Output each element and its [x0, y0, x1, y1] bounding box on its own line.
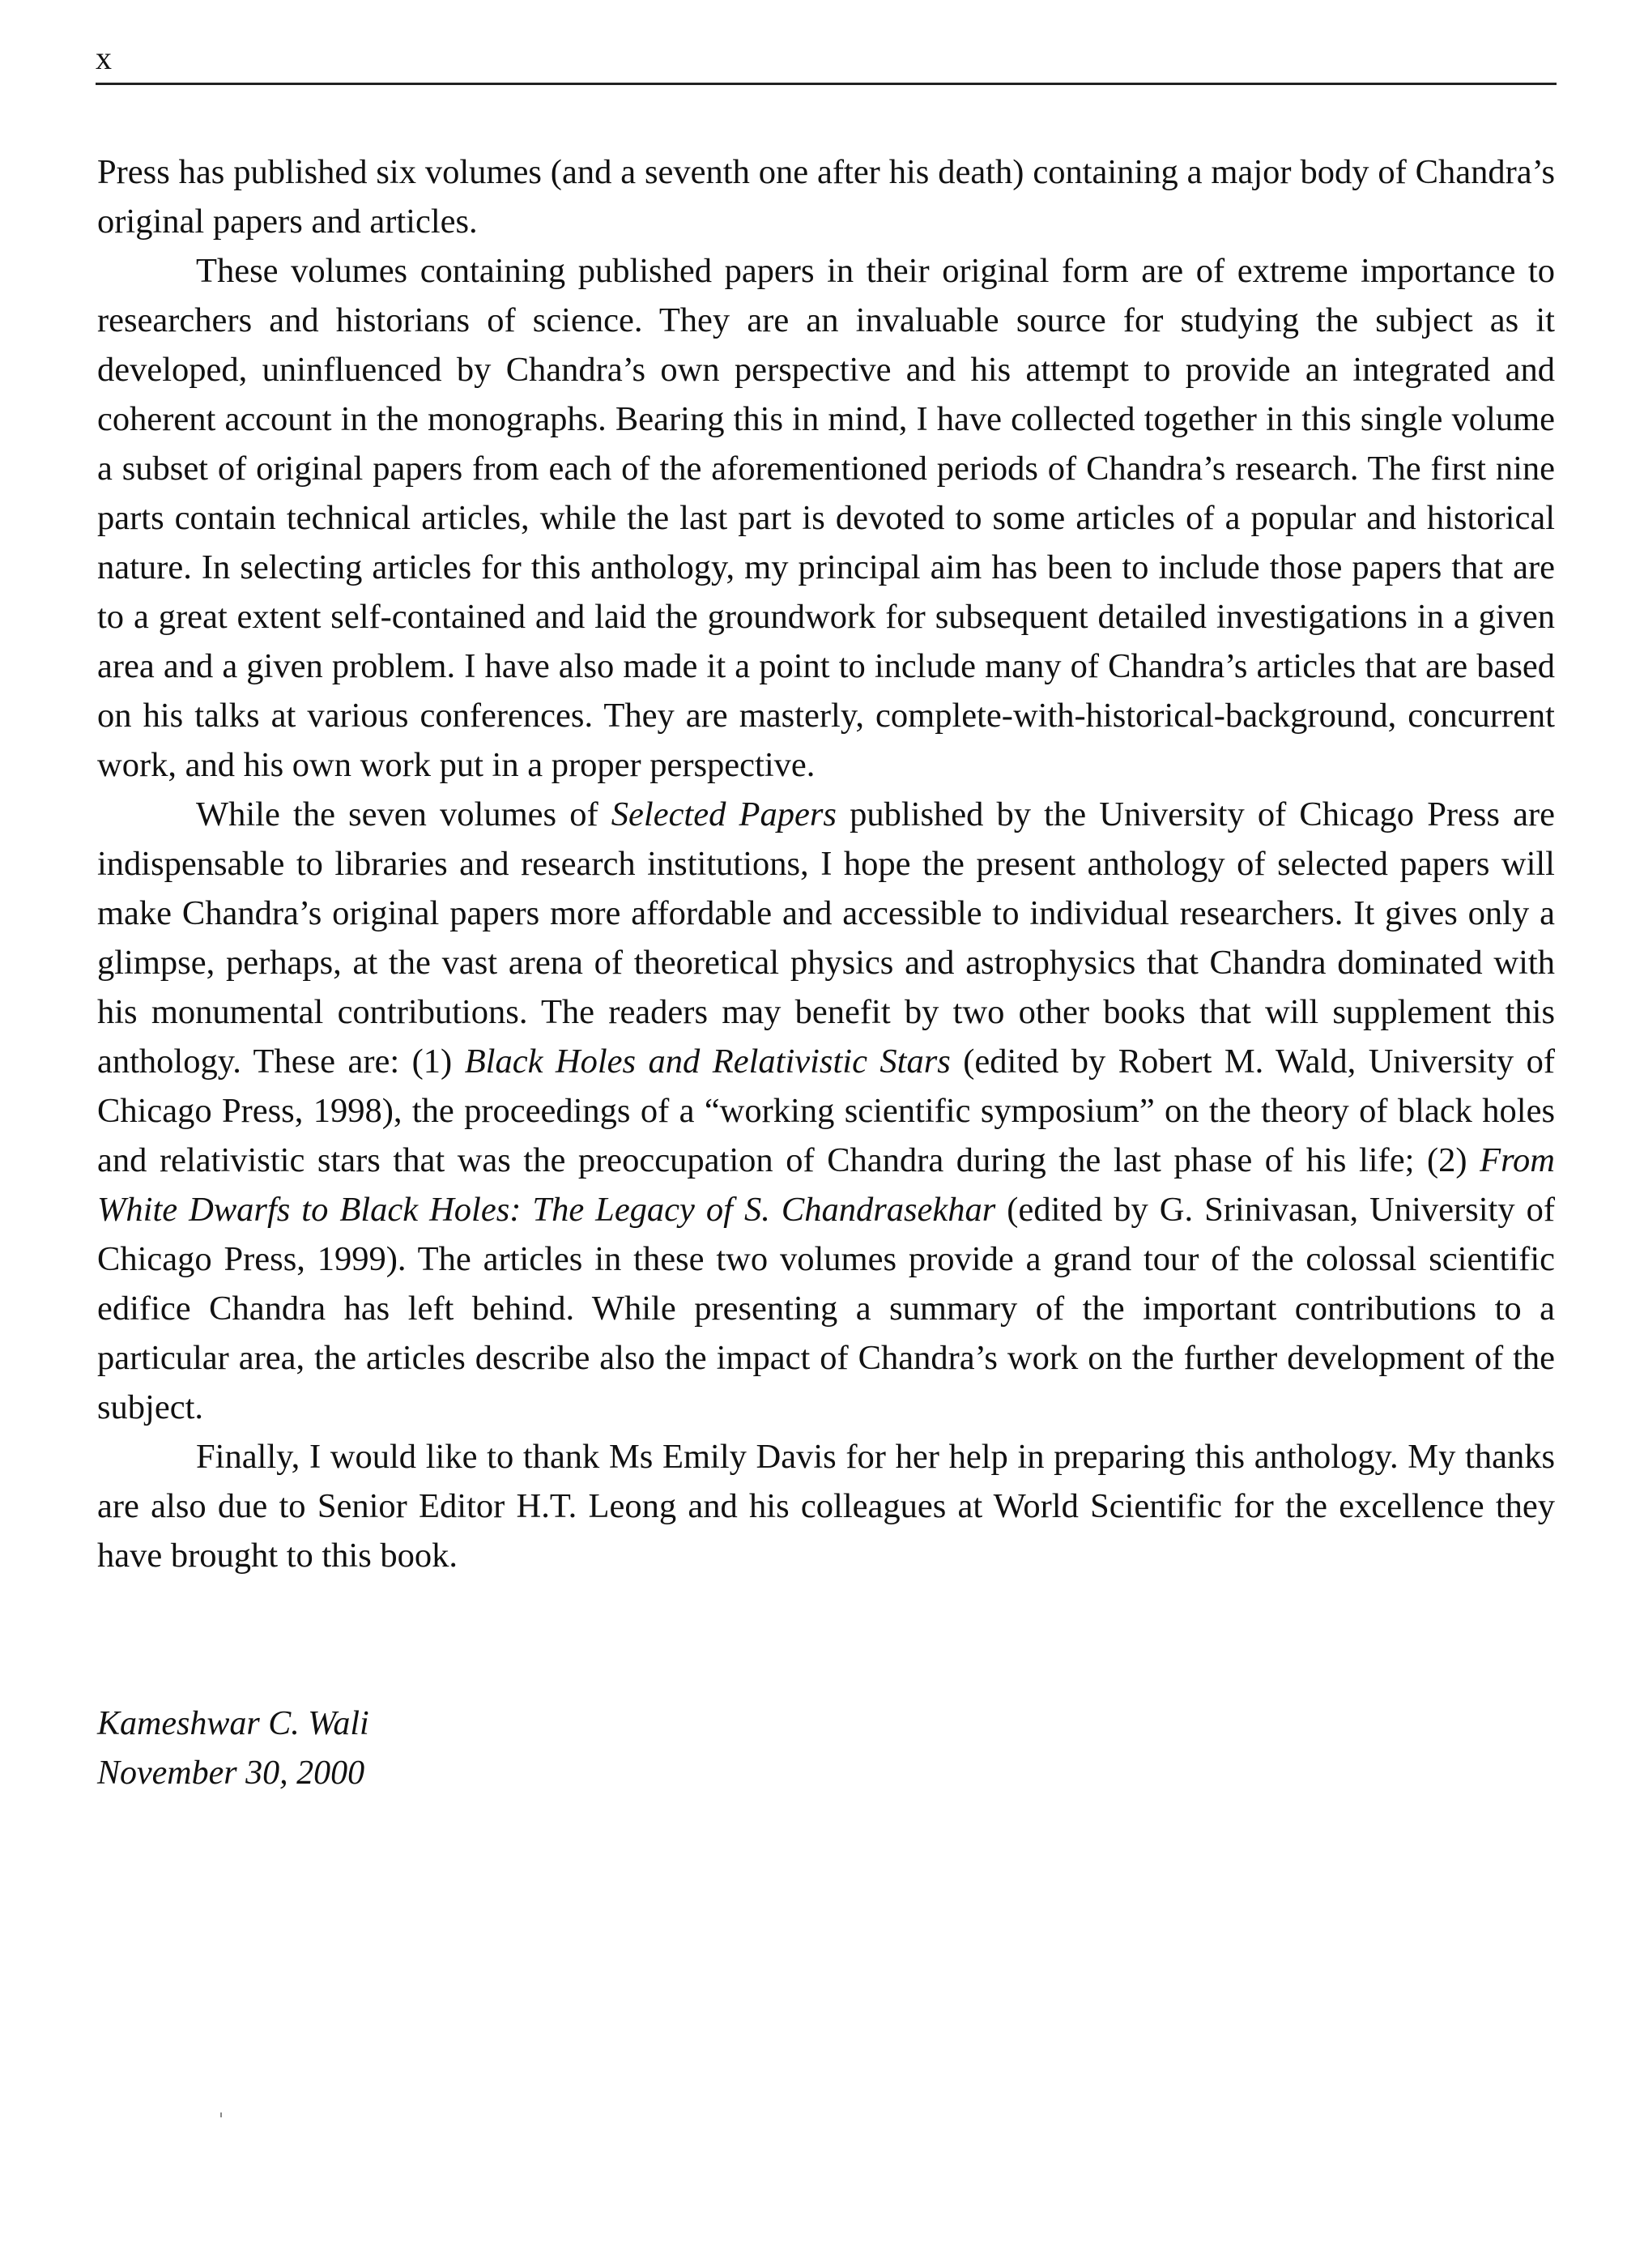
signature-date: November 30, 2000 — [97, 1754, 365, 1792]
text-run: Finally, I would like to thank Ms Emily Davis for her help in preparing this anthology. My thanks are also due to Senior Editor H.T. Leong and his colleagues at World Scientific for the excellence they have brought to this book. — [97, 1438, 1555, 1575]
text-run: (edited by Robert M. Wald, University of Chicago Press, 1998), the proceedings of a “working scientific symposium” on the theory of black holes and relativistic stars that was the preoccupation of Chandra during the last phase of his life; (2) — [97, 1042, 1555, 1179]
author-name: Kameshwar C. Wali — [97, 1705, 369, 1742]
paragraph — [97, 246, 1555, 790]
body-text — [97, 147, 1555, 1580]
italic-title: Selected Papers — [611, 795, 837, 833]
stray-mark — [220, 2112, 222, 2117]
text-run: (edited by G. Srinivasan, University of Chicago Press, 1999). The articles in these two volumes provide a grand tour of the colossal scientific edifice Chandra has left behind. While presenting a summary of the important contributions to a particular area, the articles describe also the impact of Chandra’s work on the further development of the subject. — [97, 1191, 1555, 1426]
header-rule — [96, 83, 1557, 85]
text-run: published by the University of Chicago Press are indispensable to libraries and research institutions, I hope the present anthology of selected papers will make Chandra’s original papers more affordable and accessible to individual researchers. It gives only a glimpse, perhaps, at the vast arena of theoretical physics and astrophysics that Chandra dominated with his monumental contributions. The readers may benefit by two other books that will supplement this anthology. These are: (1) — [97, 795, 1555, 1081]
paragraph — [97, 1432, 1555, 1580]
text-run: While the seven volumes of — [196, 795, 611, 833]
italic-title: From White Dwarfs to Black Holes: The Legacy of S. Chandrasekhar — [97, 1141, 1555, 1229]
paragraph — [97, 790, 1555, 1432]
page-number: x — [96, 40, 112, 76]
text-run: Press has published six volumes (and a seventh one after his death) containing a major body of Chandra’s original papers and articles. — [97, 153, 1555, 241]
text-run: These volumes containing published papers in their original form are of extreme importance to researchers and historians of science. They are an invaluable source for studying the subject as it developed, uninfluenced by Chandra’s own perspective and his attempt to provide an integrated and coherent account in the monographs. Bearing this in mind, I have collected together in this single volume a subset of original papers from each of the aforementioned periods of Chandra’s research. The first nine parts contain technical articles, while the last part is devoted to some articles of a popular and historical nature. In selecting articles for this anthology, my principal aim has been to include those papers that are to a great extent self-contained and laid the groundwork for subsequent detailed investigations in a given area and a given problem. I have also made it a point to include many of Chandra’s articles that are based on his talks at various conferences. They are masterly, complete-with-historical-background, concurrent work, and his own work put in a proper perspective. — [97, 252, 1555, 784]
signature — [97, 1699, 369, 1798]
italic-title: Black Holes and Relativistic Stars — [464, 1042, 951, 1081]
paragraph — [97, 147, 1555, 246]
